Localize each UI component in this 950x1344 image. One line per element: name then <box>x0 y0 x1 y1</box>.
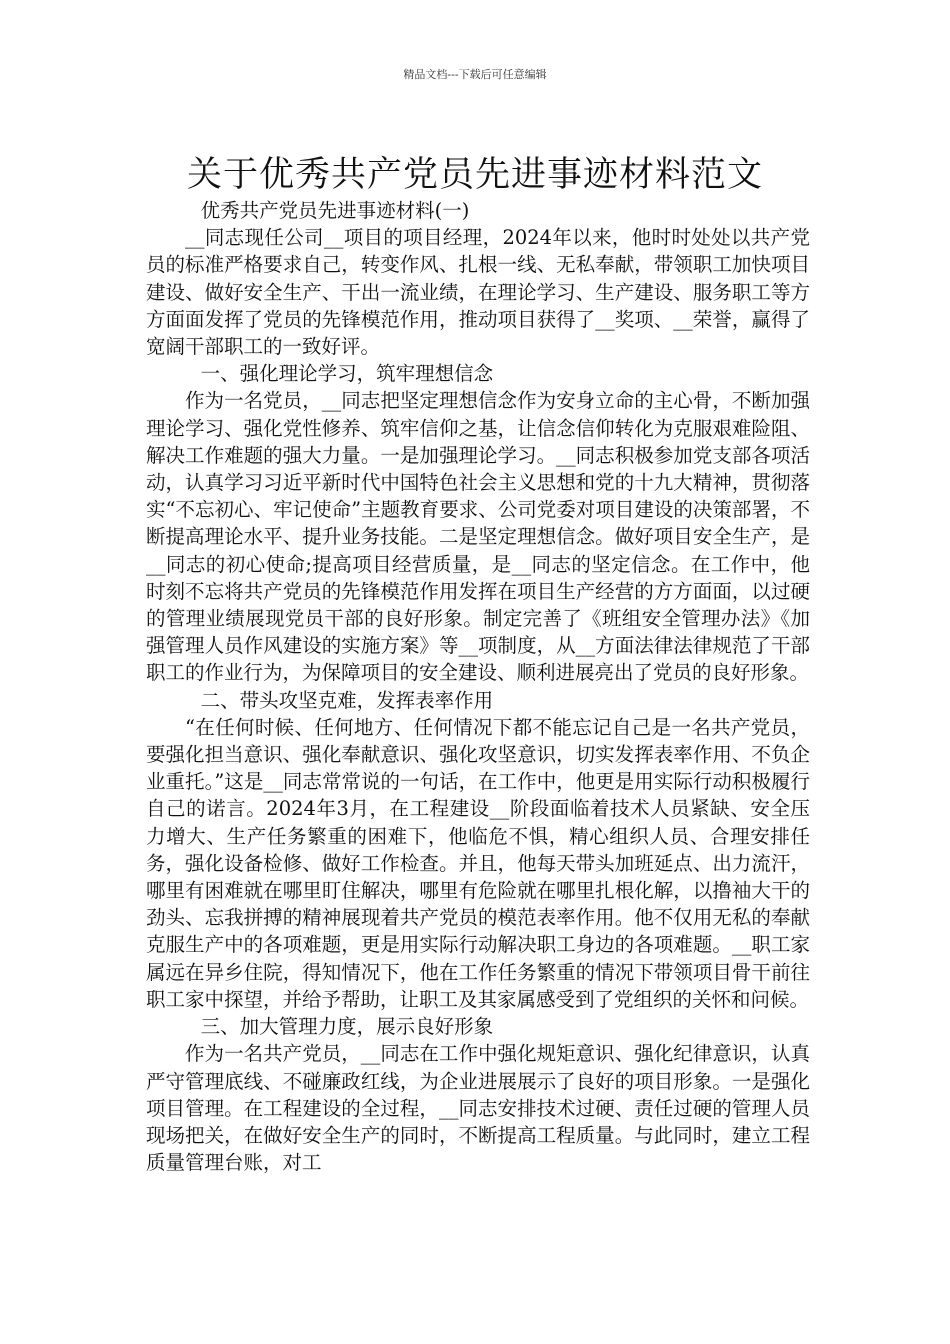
section-paragraph-3: 作为一名共产党员，__同志在工作中强化规矩意识、强化纪律意识，认真严守管理底线、不碰廉政红线，为企业进展展示了良好的项目形象。一是强化项目管理。在工程建设的全过程，__同志安排技术过硬、责任过硬的管理人员现场把关，在做好安全生产的同时，不断提高工程质量。与此同时，建立工程质量管理台账，对工 <box>146 1042 810 1175</box>
section-heading-3: 三、加大管理力度，展示良好形象 <box>200 1015 494 1039</box>
section-paragraph-1: 作为一名党员，__同志把坚定理想信念作为安身立命的主心骨，不断加强理论学习、强化党性修养、筑牢信仰之基，让信念信仰转化为克服艰难险阻、解决工作难题的强大力量。一是加强理论学习。__同志积极参加党支部各项活动，认真学习习近平新时代中国特色社会主义思想和党的十九大精神，贯彻落实“不忘初心、牢记使命”主题教育要求、公司党委对项目建设的决策部署，不断提高理论水平、提升业务技能。二是坚定理想信念。做好项目安全生产，是__同志的初心使命;提高项目经营质量，是__同志的坚定信念。在工作中，他时刻不忘将共产党员的先锋模范作用发挥在项目生产经营的方方面面，以过硬的管理业绩展现党员干部的良好形象。制定完善了《班组安全管理办法》《加强管理人员作风建设的实施方案》等__项制度，从__方面法律法律规范了干部职工的作业行为，为保障项目的安全建设、顺利进展亮出了党员的良好形象。 <box>146 389 810 685</box>
document-title: 关于优秀共产党员先进事迹材料范文 <box>186 155 763 196</box>
intro-paragraph: __同志现任公司__项目的项目经理，2024年以来，他时时处处以共产党员的标准严格要求自己，转变作风、扎根一线、无私奉献，带领职工加快项目建设、做好安全生产、干出一流业绩，在理论学习、生产建设、服务职工等方方面面发挥了党员的先锋模范作用，推动项目获得了__奖项、__荣誉，赢得了宽阔干部职工的一致好评。 <box>146 226 810 359</box>
section-heading-1: 一、强化理论学习，筑牢理想信念 <box>200 362 494 386</box>
document-subtitle: 优秀共产党员先进事迹材料(一) <box>200 199 470 222</box>
section-heading-2: 二、带头攻坚克难，发挥表率作用 <box>200 688 494 712</box>
section-paragraph-2: “在任何时候、任何地方、任何情况下都不能忘记自己是一名共产党员，要强化担当意识、强化奉献意识、强化攻坚意识，切实发挥表率作用、不负企业重托。”这是__同志常常说的一句话，在工作中，他更是用实际行动积极履行自己的诺言。2024年3月，在工程建设__阶段面临着技术人员紧缺、安全压力增大、生产任务繁重的困难下，他临危不惧，精心组织人员、合理安排任务，强化设备检修、做好工作检查。并且，他每天带头加班延点、出力流汗，哪里有困难就在哪里盯住解决，哪里有危险就在哪里扎根化解，以撸袖大干的劲头、忘我拼搏的精神展现着共产党员的模范表率作用。他不仅用无私的奉献克服生产中的各项难题，更是用实际行动解决职工身边的各项难题。__职工家属远在异乡住院，得知情况下，他在工作任务繁重的情况下带领项目骨干前往职工家中探望，并给予帮助，让职工及其家属感受到了党组织的关怀和问候。 <box>146 715 810 1011</box>
document-body <box>146 197 810 1176</box>
header-note: 精品文档---下载后可任意编辑 <box>403 68 547 81</box>
